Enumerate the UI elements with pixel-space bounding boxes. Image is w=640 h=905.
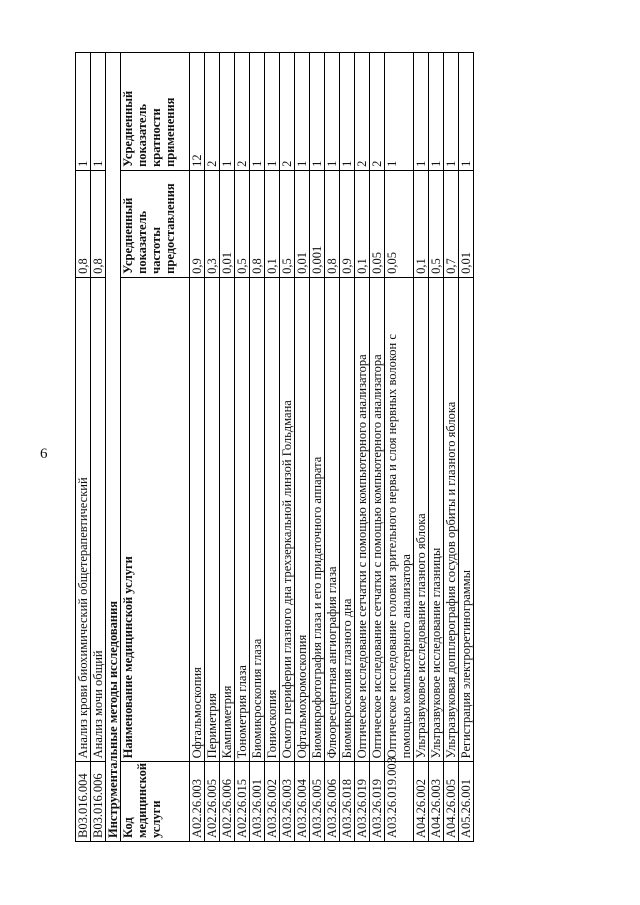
section-title: Инструментальные методы исследования (106, 53, 121, 842)
table-row (295, 53, 310, 842)
section-row (106, 53, 121, 842)
frequency-value: 0,1 (265, 170, 280, 277)
frequency-value: 0,3 (205, 170, 220, 277)
rotated-page (75, 52, 612, 842)
frequency-value: 0,05 (385, 170, 414, 277)
service-code: A04.26.002 (414, 762, 429, 842)
multiplicity-value: 1 (340, 53, 355, 171)
service-code: B03.016.006 (91, 762, 106, 842)
multiplicity-value: 1 (310, 53, 325, 171)
page-number: 6 (40, 446, 48, 462)
multiplicity-value: 2 (370, 53, 385, 171)
service-name: Гониоскопия (265, 277, 280, 762)
service-name: Регистрация электроретинограммы (459, 277, 474, 762)
service-code: A03.26.004 (295, 762, 310, 842)
service-name: Офтальмоскопия (190, 277, 205, 762)
table-row (385, 53, 414, 842)
table-row (76, 53, 91, 842)
frequency-value: 0,05 (370, 170, 385, 277)
table-row (340, 53, 355, 842)
table-row (444, 53, 459, 842)
frequency-value: 0,8 (91, 170, 106, 277)
frequency-value: 0,7 (444, 170, 459, 277)
multiplicity-value: 1 (414, 53, 429, 171)
multiplicity-value: 1 (265, 53, 280, 171)
table-row (310, 53, 325, 842)
service-code: A03.26.019.003 (385, 762, 414, 842)
service-name: Биомикрофотография глаза и его придаточного аппарата (310, 277, 325, 762)
table-row (265, 53, 280, 842)
service-name: Офтальмохромоскопия (295, 277, 310, 762)
service-code: A03.26.003 (280, 762, 295, 842)
service-name: Оптическое исследование сетчатки с помощью компьютерного анализатора (370, 277, 385, 762)
frequency-value: 0,1 (355, 170, 370, 277)
service-name: Оптическое исследование сетчатки с помощью компьютерного анализатора (355, 277, 370, 762)
service-code: A02.26.005 (205, 762, 220, 842)
multiplicity-value: 1 (429, 53, 444, 171)
table-row (429, 53, 444, 842)
frequency-value: 0,001 (310, 170, 325, 277)
multiplicity-value: 12 (190, 53, 205, 171)
service-name: Ультразвуковое исследование глазницы (429, 277, 444, 762)
multiplicity-value: 1 (385, 53, 414, 171)
table-row (205, 53, 220, 842)
service-name: Флюоресцентная ангиография глаза (325, 277, 340, 762)
service-name: Ультразвуковое исследование глазного яблока (414, 277, 429, 762)
multiplicity-value: 1 (459, 53, 474, 171)
service-code: A03.26.006 (325, 762, 340, 842)
frequency-value: 0,01 (459, 170, 474, 277)
table-row (459, 53, 474, 842)
services-table (75, 52, 474, 842)
service-code: A03.26.018 (340, 762, 355, 842)
table-row (355, 53, 370, 842)
service-code: A04.26.003 (429, 762, 444, 842)
frequency-value: 0,5 (235, 170, 250, 277)
multiplicity-value: 1 (220, 53, 235, 171)
table-row (220, 53, 235, 842)
frequency-value: 0,8 (76, 170, 91, 277)
service-name: Биомикроскопия глаза (250, 277, 265, 762)
multiplicity-value: 1 (91, 53, 106, 171)
multiplicity-value: 2 (205, 53, 220, 171)
service-name: Осмотр периферии глазного дна трехзеркальной линзой Гольдмана (280, 277, 295, 762)
multiplicity-value: 1 (295, 53, 310, 171)
table-row (370, 53, 385, 842)
frequency-value: 0,9 (190, 170, 205, 277)
service-name: Ультразвуковая допплерография сосудов орбиты и глазного яблока (444, 277, 459, 762)
header-multiplicity: Усредненный показатель кратности применения (121, 53, 190, 171)
frequency-value: 0,5 (280, 170, 295, 277)
header-row (121, 53, 190, 842)
table-row (280, 53, 295, 842)
frequency-value: 0,1 (414, 170, 429, 277)
table-row (325, 53, 340, 842)
service-name: Тонометрия глаза (235, 277, 250, 762)
multiplicity-value: 2 (235, 53, 250, 171)
service-code: A03.26.001 (250, 762, 265, 842)
multiplicity-value: 2 (280, 53, 295, 171)
frequency-value: 0,01 (220, 170, 235, 277)
service-code: A03.26.019 (370, 762, 385, 842)
service-name: Анализ крови биохимический общетерапевтический (76, 277, 91, 762)
service-name: Кампиметрия (220, 277, 235, 762)
service-name: Анализ мочи общий (91, 277, 106, 762)
multiplicity-value: 1 (444, 53, 459, 171)
table-row (91, 53, 106, 842)
service-name: Биомикроскопия глазного дна (340, 277, 355, 762)
frequency-value: 0,5 (429, 170, 444, 277)
service-code: A03.26.002 (265, 762, 280, 842)
multiplicity-value: 2 (355, 53, 370, 171)
frequency-value: 0,8 (250, 170, 265, 277)
header-code: Код медицинской услуги (121, 762, 190, 842)
service-code: B03.016.004 (76, 762, 91, 842)
service-code: A04.26.005 (444, 762, 459, 842)
table-row (250, 53, 265, 842)
multiplicity-value: 1 (250, 53, 265, 171)
service-code: A02.26.003 (190, 762, 205, 842)
table-row (414, 53, 429, 842)
service-code: A03.26.005 (310, 762, 325, 842)
service-code: A02.26.006 (220, 762, 235, 842)
service-code: A05.26.001 (459, 762, 474, 842)
service-name: Периметрия (205, 277, 220, 762)
table-row (190, 53, 205, 842)
multiplicity-value: 1 (76, 53, 91, 171)
frequency-value: 0,01 (295, 170, 310, 277)
header-frequency: Усредненный показатель частоты предоставления (121, 170, 190, 277)
service-code: A02.26.015 (235, 762, 250, 842)
header-name: Наименование медицинской услуги (121, 277, 190, 762)
service-name: Оптическое исследование головки зрительного нерва и слоя нервных волокон с помощью компьютерного анализатора (385, 277, 414, 762)
service-code: A03.26.019 (355, 762, 370, 842)
frequency-value: 0,9 (340, 170, 355, 277)
table-row (235, 53, 250, 842)
multiplicity-value: 1 (325, 53, 340, 171)
frequency-value: 0,8 (325, 170, 340, 277)
